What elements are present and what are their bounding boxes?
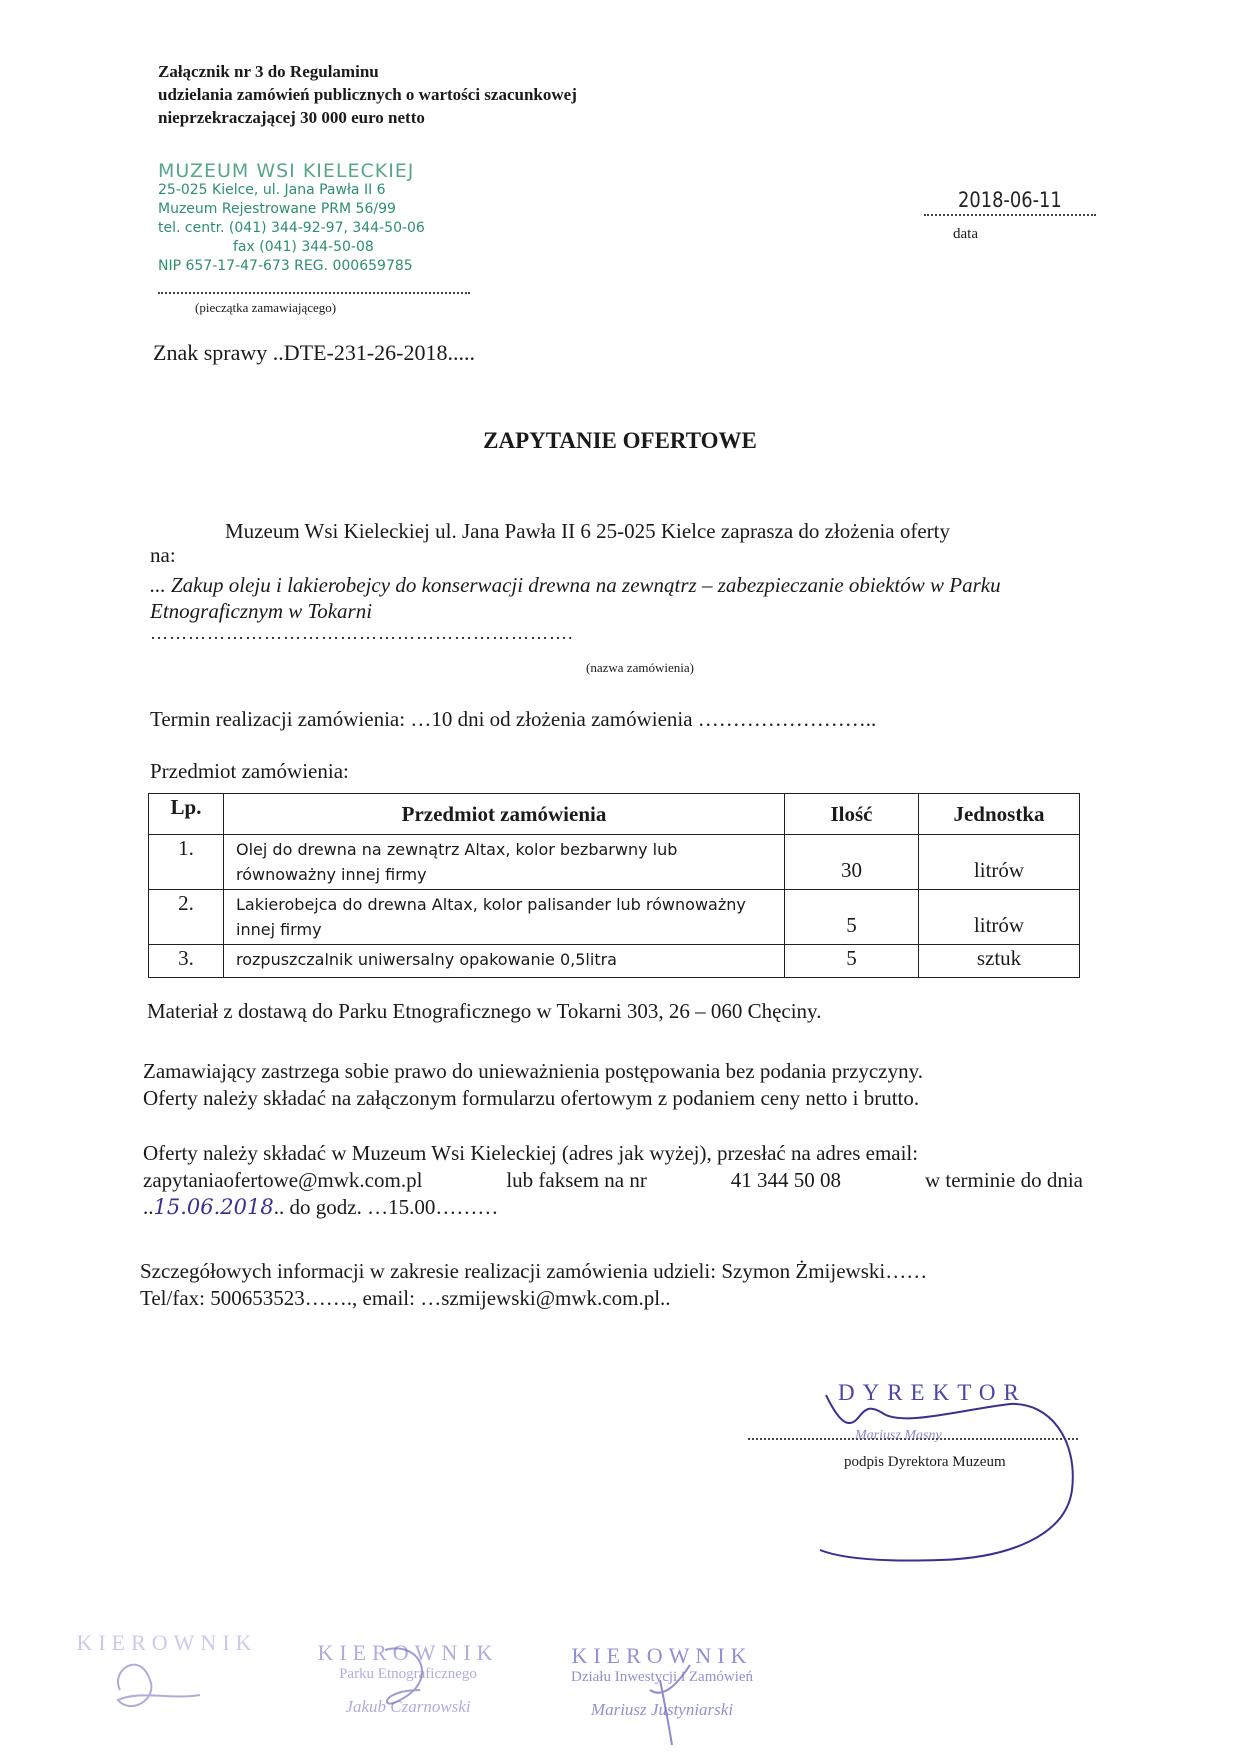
contact-line1: Szczegółowych informacji w zakresie realizacji zamówienia udzieli: Szymon Żmijewski…… xyxy=(140,1259,928,1283)
kierownik-stamp-3 xyxy=(532,1643,792,1720)
document-title: ZAPYTANIE OFERTOWE xyxy=(483,428,757,453)
kierownik1-signature-stroke xyxy=(118,1665,200,1706)
offers-email[interactable]: zapytaniaofertowe@mwk.com.pl xyxy=(143,1168,423,1192)
offers-fax-number: 41 344 50 08 xyxy=(730,1168,842,1192)
delivery-note: Materiał z dostawą do Parku Etnograficznego w Tokarni 303, 26 – 060 Chęciny. xyxy=(147,999,822,1023)
offers-deadline-label: w terminie do dnia xyxy=(924,1168,1083,1192)
kierownik-stamp-2 xyxy=(308,1640,508,1717)
stamp-line6: NIP 657-17-47-673 REG. 000659785 xyxy=(158,258,413,274)
kierownik1-title: KIEROWNIK xyxy=(76,1630,258,1655)
header-note-line3: nieprzekraczającej 30 000 euro netto xyxy=(158,108,425,127)
stamp-line2: 25-025 Kielce, ul. Jana Pawła II 6 xyxy=(158,182,386,198)
row-item: rozpuszczalnik uniwersalny opakowanie 0,5litra xyxy=(224,945,785,978)
header-note-line1: Załącznik nr 3 do Regulaminu xyxy=(158,62,379,81)
stamp-line4: tel. centr. (041) 344-92-97, 344-50-06 xyxy=(158,220,425,236)
row-unit: litrów xyxy=(919,835,1080,890)
offers-line1: Oferty należy składać w Muzeum Wsi Kieleckiej (adres jak wyżej), przesłać na adres email: xyxy=(143,1141,919,1165)
header-lp: Lp. xyxy=(149,794,224,835)
row-qty: 5 xyxy=(785,945,919,978)
stamp-line5: fax (041) 344-50-08 xyxy=(233,239,374,255)
case-number: Znak sprawy ..DTE-231-26-2018..... xyxy=(153,340,475,365)
director-stamp: DYREKTOR xyxy=(838,1380,1027,1405)
row-lp: 2. xyxy=(149,890,224,945)
director-signature-stroke xyxy=(820,1395,1073,1561)
stamp-line3: Muzeum Rejestrowane PRM 56/99 xyxy=(158,201,396,217)
kierownik3-title: KIEROWNIK xyxy=(571,1643,753,1668)
kierownik-stamp-1 xyxy=(52,1630,282,1656)
offers-fax-label: lub faksem na nr xyxy=(506,1168,647,1192)
row-unit: sztuk xyxy=(919,945,1080,978)
order-subject: ... Zakup oleju i lakierobejcy do konserwacji drewna na zewnątrz – zabezpieczanie obiektów w Parku Etnograficznym w Tokarni xyxy=(150,573,1001,623)
contact-line2: Tel/fax: 500653523……., email: …szmijewski@mwk.com.pl.. xyxy=(140,1286,671,1310)
date-caption: data xyxy=(953,226,978,242)
handwritten-deadline-date: 15.06.2018 xyxy=(153,1195,274,1219)
row-unit: litrów xyxy=(919,890,1080,945)
reservation-line2: Oferty należy składać na załączonym formularzu ofertowym z podaniem ceny netto i brutto. xyxy=(143,1086,920,1110)
kierownik2-title: KIEROWNIK xyxy=(317,1640,499,1665)
subject-caption: (nazwa zamówienia) xyxy=(586,660,694,675)
row-qty: 5 xyxy=(785,890,919,945)
reservation-line1: Zamawiający zastrzega sobie prawo do unieważnienia postępowania bez podania przyczyny. xyxy=(143,1059,923,1083)
date-value: 2018-06-11 xyxy=(958,188,1062,212)
header-qty: Ilość xyxy=(785,794,919,835)
offers-line3-post: .. do godz. …15.00……… xyxy=(273,1195,499,1219)
completion-term: Termin realizacji zamówienia: …10 dni od złożenia zamówienia …………………….. xyxy=(150,707,877,731)
row-item: Olej do drewna na zewnątrz Altax, kolor bezbarwny lub równoważny innej firmy xyxy=(224,835,785,890)
director-name-stamp: Mariusz Masny xyxy=(855,1428,942,1443)
kierownik3-name: Mariusz Justyniarski xyxy=(590,1700,734,1719)
director-signature-caption: podpis Dyrektora Muzeum xyxy=(844,1454,1006,1470)
subject-dots: …………………………………………………………. xyxy=(150,623,574,643)
stamp-line1: MUZEUM WSI KIELECKIEJ xyxy=(158,160,415,182)
kierownik2-name: Jakub Czarnowski xyxy=(345,1697,471,1716)
row-lp: 1. xyxy=(149,835,224,890)
kierownik3-sub: Działu Inwestycji i Zamówień xyxy=(570,1669,754,1685)
invitation-line2: na: xyxy=(150,543,176,567)
stamp-caption: (pieczątka zamawiającego) xyxy=(195,300,337,315)
kierownik2-sub: Parku Etnograficznego xyxy=(339,1666,477,1682)
row-item: Lakierobejca do drewna Altax, kolor palisander lub równoważny innej firmy xyxy=(224,890,785,945)
row-qty: 30 xyxy=(785,835,919,890)
items-label: Przedmiot zamówienia: xyxy=(150,759,349,783)
header-note-line2: udzielania zamówień publicznych o wartości szacunkowej xyxy=(158,85,577,104)
invitation-line1: Muzeum Wsi Kieleckiej ul. Jana Pawła II 6 25-025 Kielce zaprasza do złożenia oferty xyxy=(225,519,950,543)
header-unit: Jednostka xyxy=(919,794,1080,835)
offers-line3-pre: .. xyxy=(143,1195,154,1219)
row-lp: 3. xyxy=(149,945,224,978)
header-item: Przedmiot zamówienia xyxy=(224,794,785,835)
